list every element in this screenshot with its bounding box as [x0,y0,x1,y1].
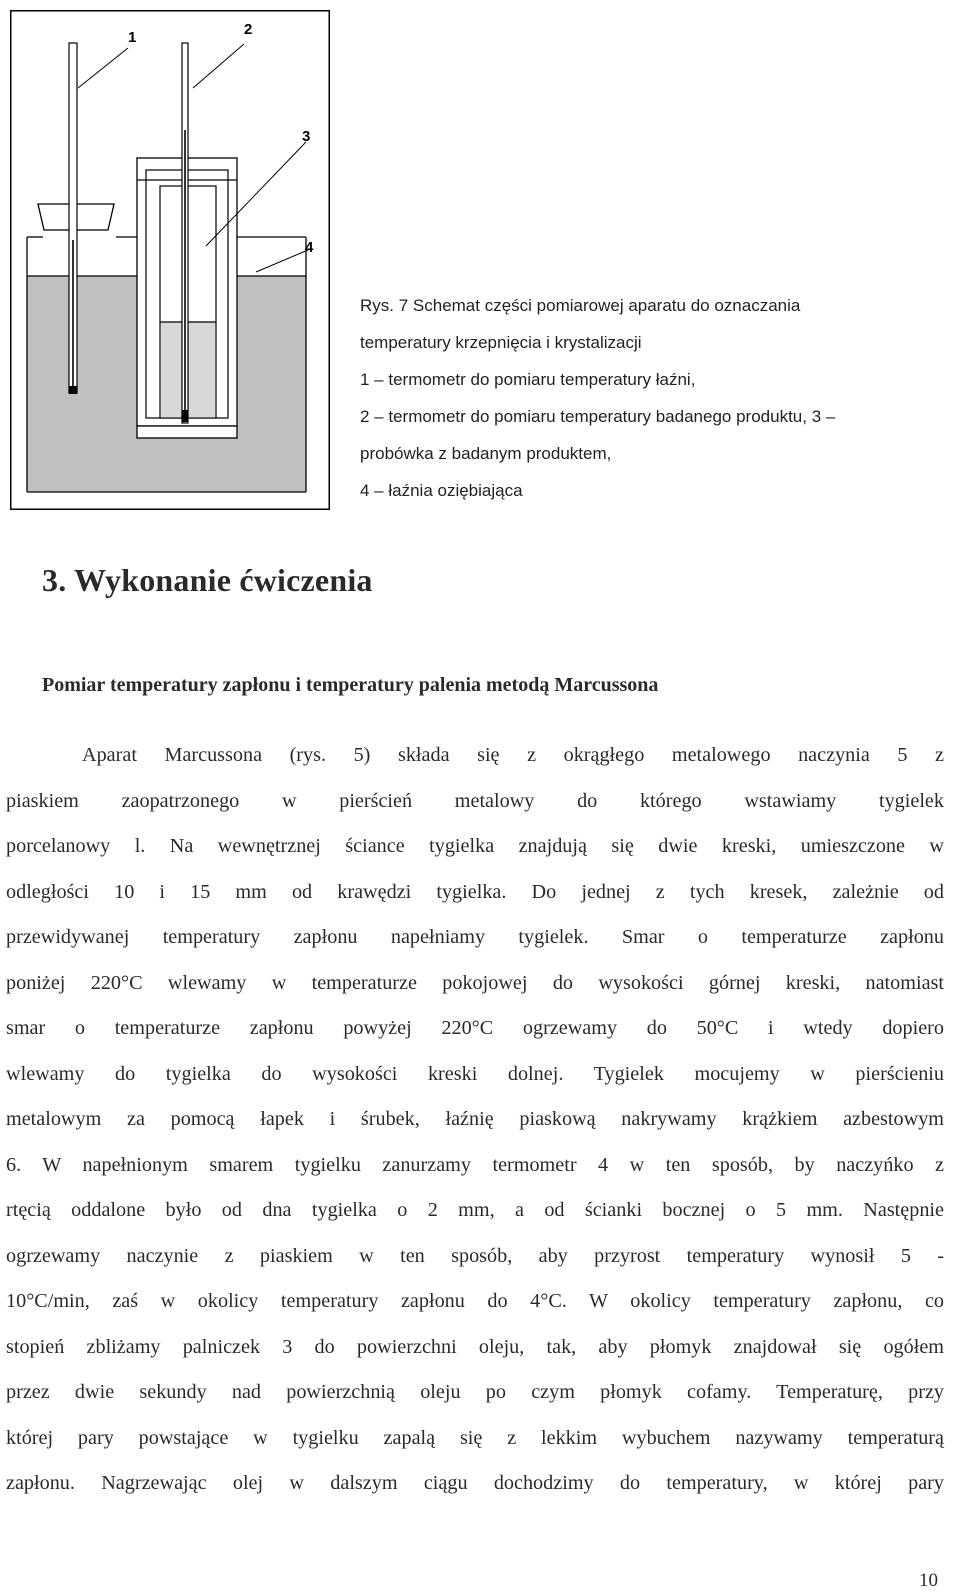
caption-line: 4 – łaźnia oziębiająca [360,481,523,500]
figure-caption [360,287,950,509]
body-line: przez dwie sekundy nad powierzchnią oleju po czym płomyk cofamy. Temperaturę, przy [6,1381,944,1403]
body-line: której pary powstające w tygielku zapalą się z lekkim wybuchem nazywamy temperaturą [6,1426,944,1449]
body-line: metalowym za pomocą łapek i śrubek, łaźnię piaskową nakrywamy krążkiem azbestowym [6,1108,944,1130]
page-number: 10 [919,1570,938,1591]
body-line: piaskiem zaopatrzonego w pierścień metalowy do którego wstawiamy tygielek [6,789,944,812]
body-line: smar o temperaturze zapłonu powyżej 220°C ogrzewamy do 50°C i wtedy dopiero [6,1017,944,1039]
body-line: przewidywanej temperatury zapłonu napełniamy tygielek. Smar o temperaturze zapłonu [6,926,944,948]
label-3: 3 [302,128,311,145]
bath-thermometer [69,43,77,394]
body-line: rtęcią oddalone było od dna tygielka o 2 mm, a od ścianki bocznej o 5 mm. Następnie [6,1199,944,1221]
caption-line: temperatury krzepnięcia i krystalizacji [360,333,642,352]
body-line: porcelanowy l. Na wewnętrznej ściance tygielka znajdują się dwie kreski, umieszczone w [6,835,944,857]
body-line: ogrzewamy naczynie z piaskiem w ten sposób, aby przyrost temperatury wynosił 5 - [6,1244,944,1267]
body-line: Aparat Marcussona (rys. 5) składa się z okrągłego metalowego naczynia 5 z [82,744,944,766]
subsection-heading: Pomiar temperatury zapłonu i temperatury palenia metodą Marcussona [42,674,659,696]
label-2: 2 [244,21,253,38]
body-line: poniżej 220°C wlewamy w temperaturze pokojowej do wysokości górnej kreski, natomiast [6,971,944,994]
body-line: zapłonu. Nagrzewając olej w dalszym ciągu dochodzimy do temperatury, w której pary [6,1472,944,1494]
product-thermometer [182,43,188,423]
body-line: wlewamy do tygielka do wysokości kreski dolnej. Tygielek mocujemy w pierścieniu [6,1062,944,1085]
section-heading: 3. Wykonanie ćwiczenia [42,562,373,598]
body-line: 10°C/min, zaś w okolicy temperatury zapłonu do 4°C. W okolicy temperatury zapłonu, co [6,1290,944,1312]
apparatus-figure [10,10,330,510]
caption-line: Rys. 7 Schemat części pomiarowej aparatu do oznaczania [360,296,801,315]
caption-line: 2 – termometr do pomiaru temperatury badanego produktu, 3 – [360,407,836,426]
caption-line: probówka z badanym produktem, [360,444,612,463]
body-line: stopień zbliżamy palniczek 3 do powierzchni oleju, tak, aby płomyk znajdował się ogółem [6,1335,944,1358]
body-line: 6. W napełnionym smarem tygielku zanurzamy termometr 4 w ten sposób, by naczyńko z [6,1153,944,1176]
body-paragraph [6,733,944,1507]
label-4: 4 [305,239,314,256]
label-1: 1 [128,29,137,46]
body-line: odległości 10 i 15 mm od krawędzi tygielka. Do jednej z tych kresek, zależnie od [6,880,944,903]
caption-line: 1 – termometr do pomiaru temperatury łaźni, [360,370,696,389]
